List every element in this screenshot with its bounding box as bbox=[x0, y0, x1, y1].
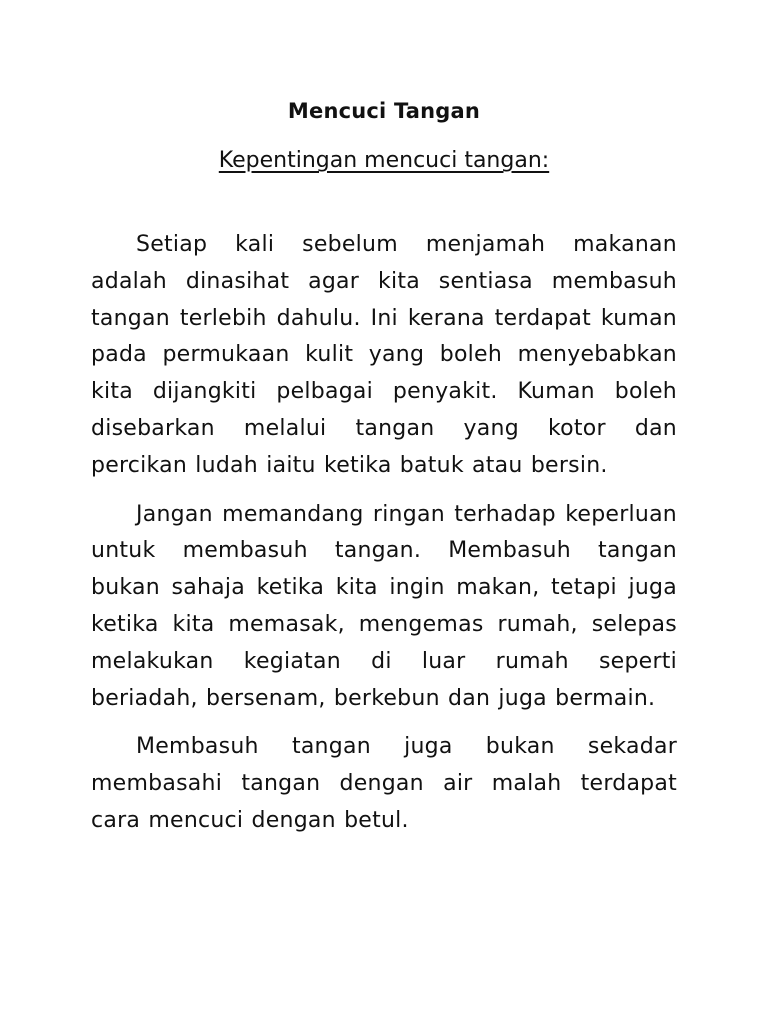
paragraph-2: Jangan memandang ringan terhadap keperluan untuk membasuh tangan. Membasuh tangan bukan sahaja ketika kita ingin makan, tetapi juga ketika kita memasak, mengemas rumah, selepas melakukan kegiatan di luar rumah seperti beriadah, bersenam, berkebun dan juga bermain. bbox=[91, 501, 677, 711]
paragraph-1: Setiap kali sebelum menjamah makanan adalah dinasihat agar kita sentiasa membasuh tangan terlebih dahulu. Ini kerana terdapat kuman pada permukaan kulit yang boleh menyebabkan kita dijangkiti pelbagai penyakit. Kuman boleh disebarkan melalui tangan yang kotor dan percikan ludah iaitu ketika batuk atau bersin. bbox=[91, 232, 677, 478]
page-title: Mencuci Tangan bbox=[287, 99, 481, 123]
section-heading: Kepentingan mencuci tangan: bbox=[218, 148, 550, 173]
body-text bbox=[91, 227, 677, 852]
paragraph-3: Membasuh tangan juga bukan sekadar membasahi tangan dengan air malah terdapat cara mencuci dengan betul. bbox=[91, 734, 677, 833]
